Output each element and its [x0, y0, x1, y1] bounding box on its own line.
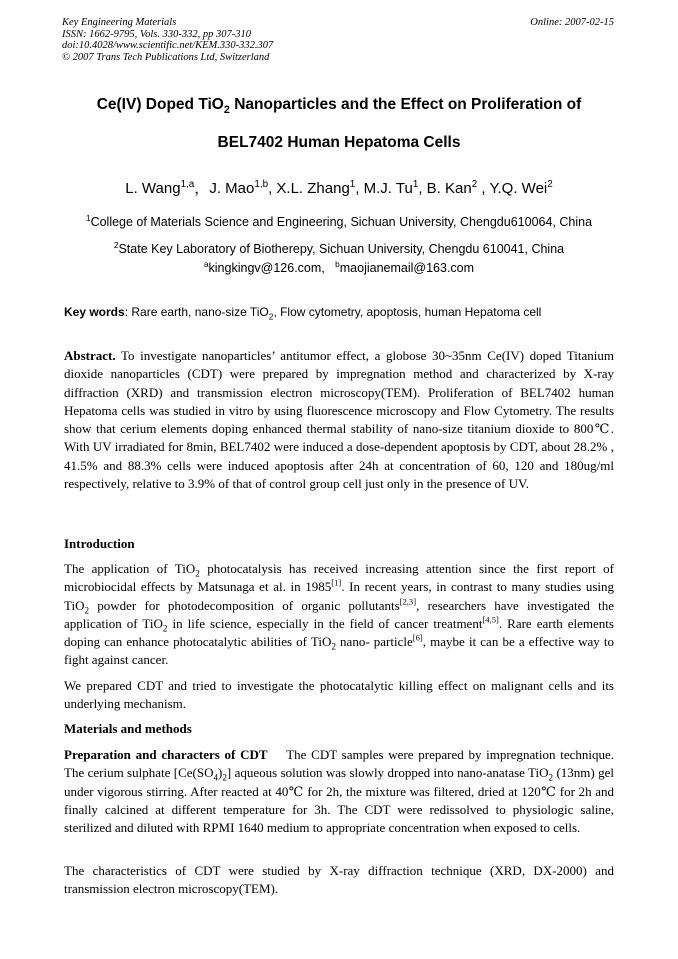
email-b-link[interactable]: maojianemail@163.com — [339, 261, 475, 275]
methods-subheading: Preparation and characters of CDT — [64, 747, 268, 762]
methods-paragraph-1: Preparation and characters of CDT The CDT samples were prepared by impregnation technique. The cerium sulphate $[Ce(SO_4)_2]$ aqueous solution was slowly dropped into nano-anatase TiO$_2$ (13nm) gel under vigorous stirring. After reacted at 40℃ for 2h, the mixture was filtered, dried at 120℃ for 2h and finally calcined at different temperature for 3h. The CDT were redissolved to physiologic saline, sterilized and diluted with RPMI 1640 medium to appropriate concentration when exposed to cells. — [64, 747, 618, 836]
citation-ref: [4,5] — [482, 614, 499, 625]
online-date: Online: 2007-02-15 — [530, 17, 614, 28]
introduction-heading: Introduction — [64, 536, 135, 551]
keywords-label: Key words — [64, 305, 125, 319]
abstract-paragraph: Abstract. To investigate nanoparticles’ antitumor effect, a globose 30~35nm Ce(IV) doped Titanium dioxide nanoparticles (CDT) were prepared by impregnation method and characterized by X-ray diffraction (XRD) and transmission electron microscopy(TEM). Proliferation of BEL7402 human Hepatoma cells was studied in vitro by using fluorescence microscopy and Flow Cytometry. The results show that cerium elements doping enhanced thermal stability of nano-size titanium dioxide to 800℃. With UV irradiated for 8min, BEL7402 were induced a dose-dependent apoptosis by CDT, about 28.2% , 41.5% and 88.3% cells were induced apoptosis after 24h at concentration of 60, 120 and 180ug/ml respectively, relative to 3.9% of that of control group cell just only in the presence of UV. — [64, 348, 614, 492]
methods-paragraph-2: The characteristics of CDT were studied by X-ray diffraction technique (XRD, DX-2000) and transmission electron microscopy(TEM). — [64, 863, 614, 897]
issn-line: ISSN: 1662-9795, Vols. 330-332, pp 307-310 — [62, 28, 251, 40]
citation-ref: [1] — [331, 577, 342, 588]
keywords-line: Key words: Rare earth, nano-size TiO$_2$, Flow cytometry, apoptosis, human Hepatoma cell — [64, 305, 542, 322]
paper-title-line-2: BEL7402 Human Hepatoma Cells — [217, 134, 461, 151]
methods-heading: Materials and methods — [64, 721, 192, 736]
introduction-paragraph-2: We prepared CDT and tried to investigate the photocatalytic killing effect on malignant cells and its underlying mechanism. — [64, 678, 614, 712]
email-a-link[interactable]: kingkingv@126.com, — [208, 261, 325, 275]
journal-header — [62, 17, 273, 63]
affiliation-1: $^1$College of Materials Science and Engineering, Sichuan University, Chengdu610064, China — [85, 213, 593, 229]
copyright-line: © 2007 Trans Tech Publications Ltd, Switzerland — [62, 51, 270, 63]
affiliation-2: $^2$State Key Laboratory of Biotherepy, Sichuan University, Chengdu 610041, China — [113, 240, 565, 256]
author-emails: $^a$kingkingv@126.com, $^b$maojianemail@163.com — [203, 259, 475, 275]
author-list: L. Wang$^{1,a}$，J. Mao$^{1,b}$, X.L. Zhang$^1$, M.J. Tu$^1$, B. Kan$^2$ , Y.Q. Wei$^2$ — [125, 179, 553, 197]
journal-name: Key Engineering Materials — [62, 17, 177, 28]
doi-line: doi:10.4028/www.scientific.net/KEM.330-332.307 — [62, 40, 274, 51]
paper-title-line-1: Ce(IV) Doped TiO$_2$ Nanoparticles and the Effect on Proliferation of — [96, 96, 582, 117]
introduction-paragraph-1: The application of TiO$_2$ photocatalysis has received increasing attention since the first report of microbiocidal effects by Matsunaga et al. in 1985[1]. In recent years, in contrast to many studies using TiO$_2$ powder for photodecomposition of organic pollutants[2,3], researchers have investigated the application of TiO$_2$ in life science, especially in the field of cancer treatment[4,5]. Rare earth elements doping can enhance photocatalytic abilities of TiO$_2$ nano- particle[6], maybe it can be a effective way to fight against cancer. — [64, 561, 615, 668]
citation-ref: [6] — [412, 632, 423, 643]
abstract-label: Abstract. — [64, 348, 116, 363]
citation-ref: [2,3] — [399, 596, 417, 607]
